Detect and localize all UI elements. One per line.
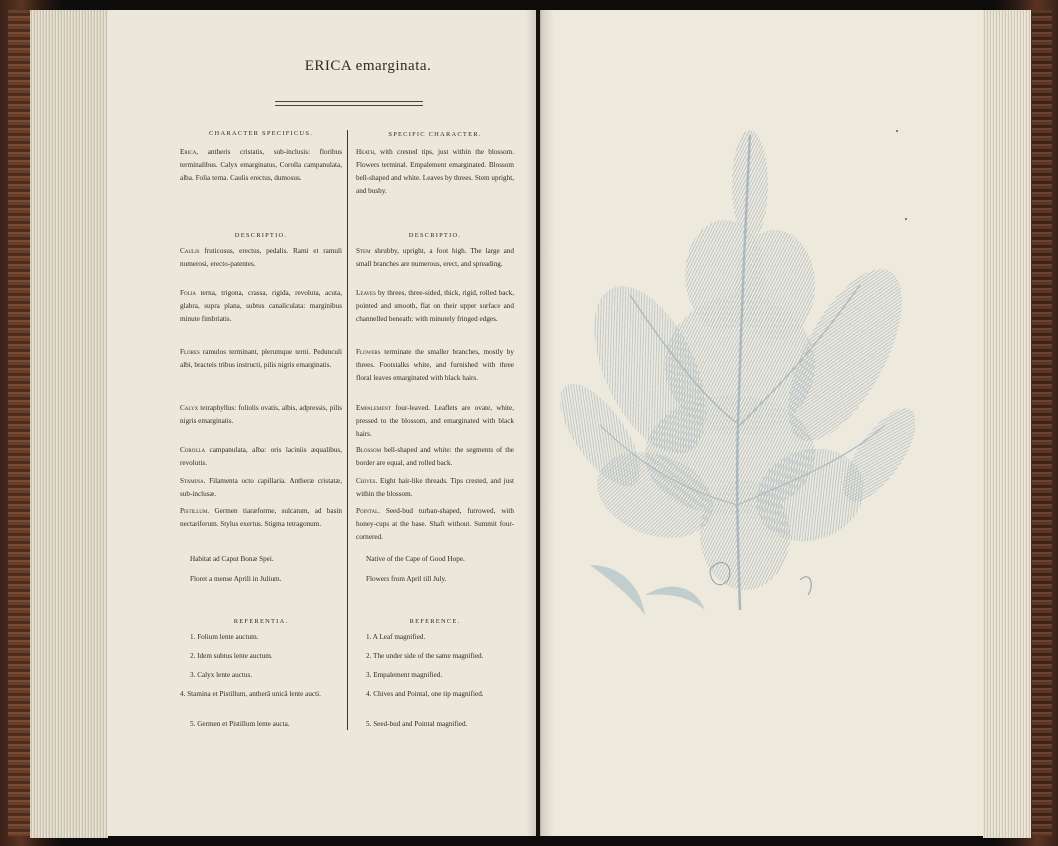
paragraph-body: by threes, three-sided, thick, rigid, rolled back, pointed and smooth, flat on their upper surface and channelled beneath: with minutely fringed edges. <box>356 289 514 323</box>
latin-desc-calyx <box>180 402 342 428</box>
lead-word: Caulis <box>180 247 200 255</box>
english-desc-pointal <box>356 505 514 544</box>
latin-habitat: Habitat ad Caput Bonæ Spei. <box>190 555 274 563</box>
lead-word: Leaves <box>356 289 376 297</box>
latin-desc-corolla <box>180 444 342 470</box>
latin-character-text <box>180 146 342 185</box>
paragraph-body: , with crested tips, just within the blossom. Flowers terminal. Empalement emarginated. Blossom bell-shaped and white. Leaves by threes. Stem upright, and bushy. <box>356 148 514 195</box>
left-page-edges <box>30 10 108 838</box>
paragraph-body: terna, trigona, crassa, rigida, revoluta, acuta, glabra, supra plana, subtus canaliculata: marginibus minute fimbriatis. <box>180 289 342 323</box>
english-description-heading: DESCRIPTIO. <box>408 232 462 239</box>
paragraph-body: fruticosus, erectus, pedalis. Rami et ramuli numerosi, erecto-patentes. <box>180 247 342 268</box>
english-reference-3: 3. Empalement magnified. <box>366 671 443 679</box>
paper-speck <box>896 130 898 132</box>
paragraph-body: , antheris cristatis, sub-inclusis: floribus terminalibus. Calyx emarginatus, Corolla campanulata, alba. Folia terna. Caulis erectus, dumosus. <box>180 148 342 182</box>
latin-desc-flores <box>180 346 342 372</box>
erica-plant-illustration <box>560 125 915 625</box>
latin-flowering: Floret a mense Aprili in Julium. <box>190 575 282 583</box>
english-character-text <box>356 146 514 198</box>
latin-desc-pistillum <box>180 505 342 531</box>
english-habitat: Native of the Cape of Good Hope. <box>366 555 465 563</box>
english-reference-heading: REFERENCE. <box>409 618 461 625</box>
lead-word: Calyx <box>180 404 199 412</box>
paragraph-body: terminate the smaller branches, mostly by threes. Footstalks white, and furnished with three floral leaves emarginated with black hairs. <box>356 348 514 382</box>
paragraph-body: Germen tiaræforme, sulcatum, ad basin nectariferum. Stylus exertus. Stigma tetragonum. <box>180 507 342 528</box>
column-divider <box>347 130 348 730</box>
english-character-heading: SPECIFIC CHARACTER. <box>388 131 482 138</box>
lead-word: Corolla <box>180 446 206 454</box>
lead-word: Empalement <box>356 404 392 412</box>
lead-word: Blossom <box>356 446 382 454</box>
lead-word: Chives. <box>356 477 378 485</box>
english-reference-5: 5. Seed-bud and Pointal magnified. <box>366 720 468 728</box>
latin-description-heading: DESCRIPTIO. <box>234 232 288 239</box>
lead-word: Heath <box>356 148 374 156</box>
lead-word: Flowers <box>356 348 381 356</box>
paragraph-body: shrubby, upright, a foot high. The large and small branches are numerous, erect, and spreading. <box>356 247 514 268</box>
english-desc-leaves <box>356 287 514 326</box>
latin-reference-4: 4. Stamina et Pistillum, antherâ unicâ lente aucti. <box>180 690 321 698</box>
lead-word: Pointal. <box>356 507 380 515</box>
paragraph-body: Filamenta octo capillaria. Antheræ cristatæ, sub-inclusæ. <box>180 477 342 498</box>
paper-speck <box>905 218 907 220</box>
lead-word: Flores <box>180 348 200 356</box>
paragraph-body: four-leaved. Leaflets are ovate, white, pressed to the blossom, and emarginated with black hairs. <box>356 404 514 438</box>
english-desc-blossom <box>356 444 514 470</box>
english-reference-1: 1. A Leaf magnified. <box>366 633 426 641</box>
english-desc-stem <box>356 245 514 271</box>
latin-reference-2: 2. Idem subtus lente auctum. <box>190 652 273 660</box>
lead-word: Stem <box>356 247 371 255</box>
lead-word: Pistillum. <box>180 507 210 515</box>
latin-reference-1: 1. Folium lente auctum. <box>190 633 259 641</box>
latin-desc-stamina <box>180 475 342 501</box>
lead-word: Folia <box>180 289 196 297</box>
english-reference-4: 4. Chives and Pointal, one tip magnified. <box>366 690 484 698</box>
english-flowering: Flowers from April till July. <box>366 575 447 583</box>
lead-word: Stamina. <box>180 477 206 485</box>
paragraph-body: Eight hair-like threads. Tips crested, and just within the blossom. <box>356 477 514 498</box>
paragraph-body: ramulos terminant, plerumque terni. Pedunculi albi, bracteis tribus instructi, pilis nigris emarginatis. <box>180 348 342 369</box>
latin-reference-3: 3. Calyx lente auctus. <box>190 671 253 679</box>
latin-desc-folia <box>180 287 342 326</box>
page-title: ERICA emarginata. <box>304 58 432 74</box>
paragraph-body: bell-shaped and white: the segments of the border are equal, and rolled back. <box>356 446 514 467</box>
right-binding <box>1032 10 1052 836</box>
right-page-edges <box>983 10 1031 838</box>
english-reference-2: 2. The under side of the same magnified. <box>366 652 484 660</box>
paragraph-body: Seed-bud turban-shaped, furrowed, with honey-cups at the base. Shaft without. Summit four-cornered. <box>356 507 514 541</box>
paragraph-body: campanulata, alba: oris laciniis æqualibus, revolutis. <box>180 446 342 467</box>
title-rule <box>275 101 423 106</box>
latin-desc-caulis <box>180 245 342 271</box>
paragraph-body: tetraphyllus: foliolis ovatis, albis, adpressis, pilis nigris emarginatis. <box>180 404 342 425</box>
latin-reference-heading: REFERENTIA. <box>233 618 289 625</box>
latin-reference-5: 5. Germen et Pistillum lente aucta. <box>190 720 290 728</box>
latin-character-heading: CHARACTER SPECIFICUS. <box>209 130 313 137</box>
english-desc-chives <box>356 475 514 501</box>
gutter-shadow <box>526 10 554 836</box>
lead-word: Erica <box>180 148 197 156</box>
english-desc-empalement <box>356 402 514 441</box>
left-binding <box>8 10 30 836</box>
english-desc-flowers <box>356 346 514 385</box>
